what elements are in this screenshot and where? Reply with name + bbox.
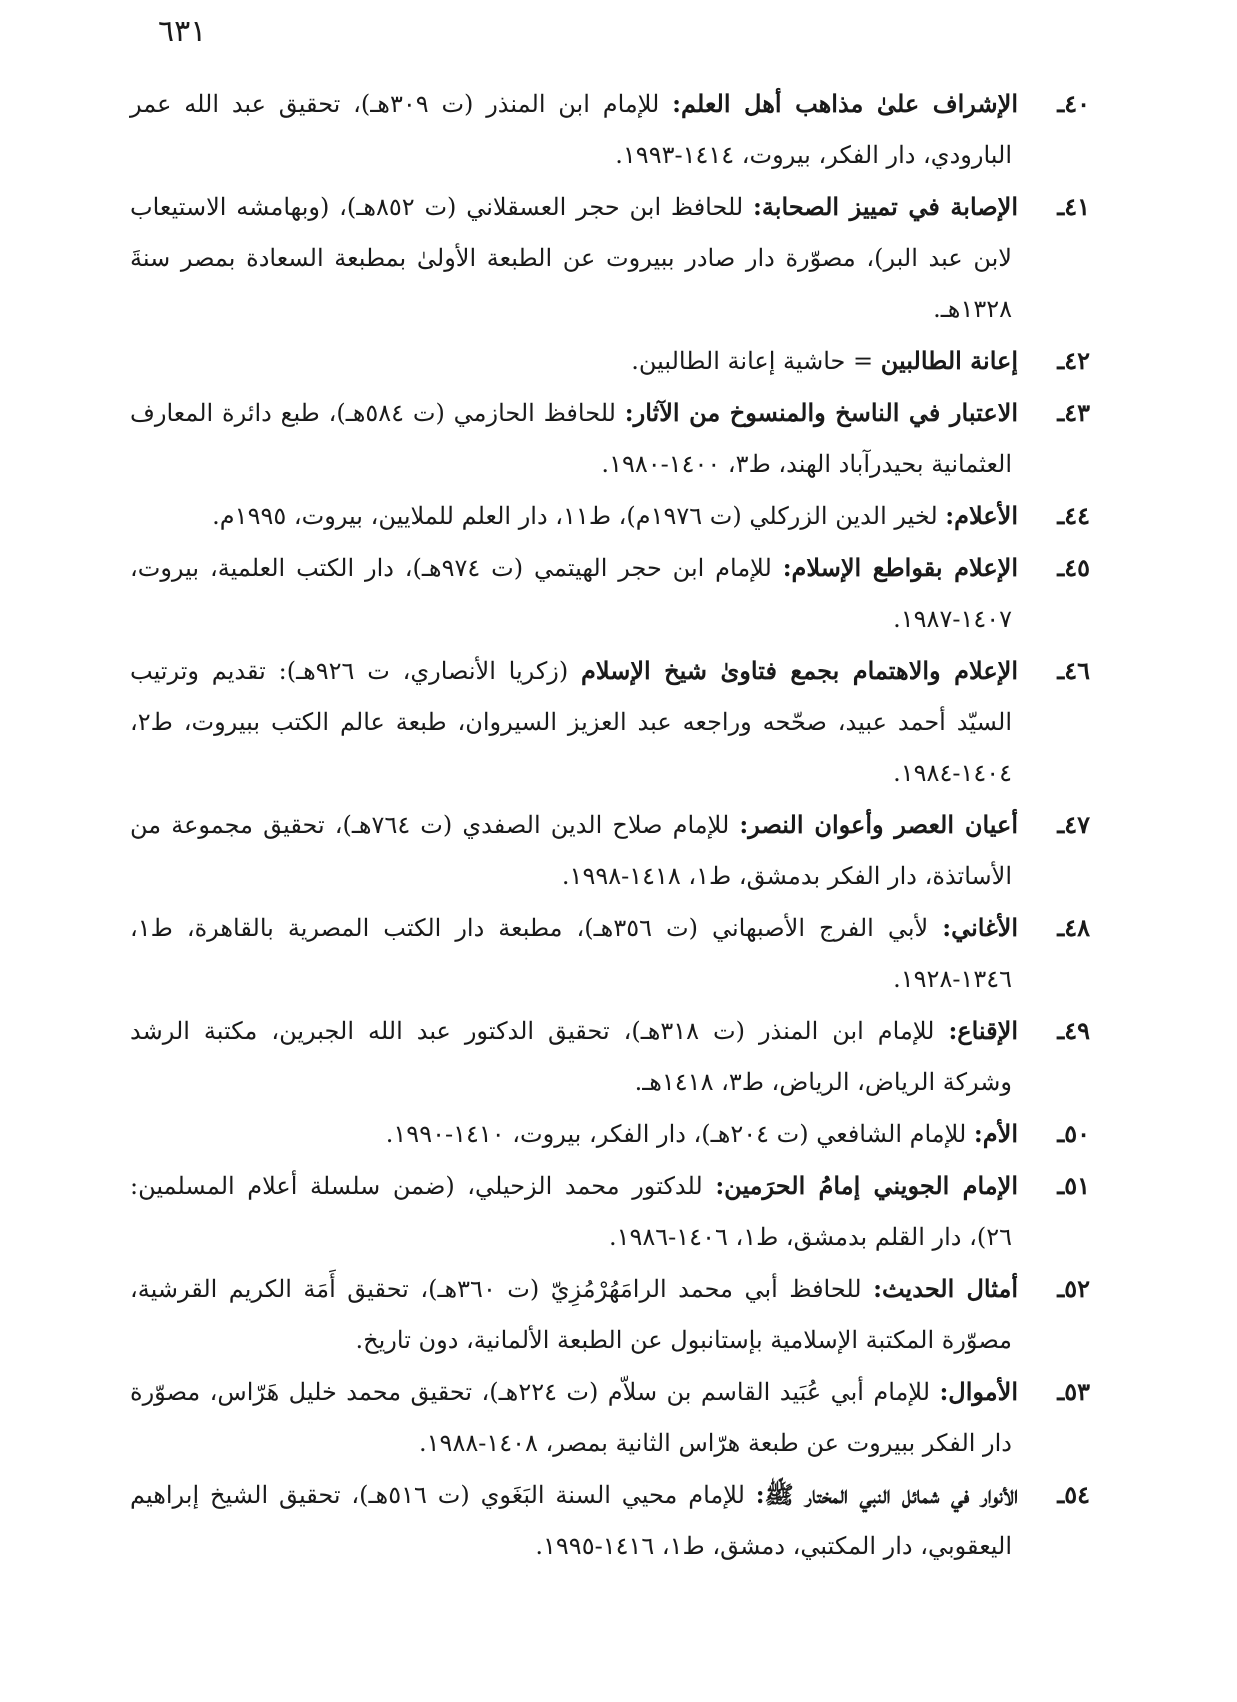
entry-number: ٤٤ـ bbox=[1057, 501, 1090, 530]
entry-title: الإقناع: bbox=[948, 1016, 1018, 1045]
bibliography-entry bbox=[130, 1160, 1090, 1263]
bibliography-entry bbox=[130, 1263, 1090, 1366]
bibliography-entry bbox=[130, 78, 1090, 181]
entry-number: ٤٧ـ bbox=[1057, 810, 1090, 839]
entry-title: الأغاني: bbox=[942, 913, 1018, 942]
entry-text: للحافظ ابن حجر العسقلاني (ت ٨٥٢هـ)، (وبهامشه الاستيعاب لابن عبد البر)، مصوّرة دار صادر ببيروت عن الطبعة الأولىٰ بمطبعة السعادة بمصر سنةَ ١٣٢٨هـ. bbox=[130, 193, 1012, 323]
bibliography-entry bbox=[130, 490, 1090, 542]
entry-number: ٥١ـ bbox=[1057, 1171, 1091, 1200]
entry-number: ٤٣ـ bbox=[1057, 398, 1090, 427]
entry-title: الاعتبار في الناسخ والمنسوخ من الآثار: bbox=[624, 398, 1018, 427]
entry-text: لأبي الفرج الأصبهاني (ت ٣٥٦هـ)، مطبعة دار الكتب المصرية بالقاهرة، ط١، ١٣٤٦-١٩٢٨. bbox=[130, 914, 1012, 993]
bibliography-entry bbox=[130, 1469, 1090, 1572]
entry-text: لخير الدين الزركلي (ت ١٩٧٦م)، ط١١، دار العلم للملايين، بيروت، ١٩٩٥م. bbox=[212, 502, 946, 530]
page-number: ٦٣١ bbox=[158, 14, 207, 49]
entry-title: الإعلام والاهتمام بجمع فتاوىٰ شيخ الإسلام bbox=[581, 656, 1018, 685]
entry-number: ٥٠ـ bbox=[1057, 1119, 1090, 1148]
entry-number: ٥٣ـ bbox=[1057, 1377, 1091, 1406]
entry-text: (زكريا الأنصاري، ت ٩٢٦هـ): تقديم وترتيب السيّد أحمد عبيد، صحّحه وراجعه عبد العزيز السيروان، طبعة عالم الكتب ببيروت، ط٢، ١٤٠٤-١٩٨٤. bbox=[130, 657, 1012, 787]
entry-text: للإمام ابن المنذر (ت ٣٠٩هـ)، تحقيق عبد الله عمر البارودي، دار الفكر، بيروت، ١٤١٤-١٩٩٣. bbox=[130, 90, 1012, 169]
entry-text: للإمام محيي السنة البَغَوي (ت ٥١٦هـ)، تحقيق الشيخ إبراهيم اليعقوبي، دار المكتبي، دمشق، ط١، ١٤١٦-١٩٩٥. bbox=[130, 1481, 1012, 1560]
entry-title: الأنوار في شمائل النبي المختار ﷺ: bbox=[755, 1480, 1018, 1509]
entry-number: ٤٨ـ bbox=[1057, 913, 1090, 942]
entry-title: الأموال: bbox=[939, 1377, 1019, 1406]
entry-number: ٥٤ـ bbox=[1057, 1480, 1090, 1509]
entry-text: للإمام صلاح الدين الصفدي (ت ٧٦٤هـ)، تحقيق مجموعة من الأساتذة، دار الفكر بدمشق، ط١، ١٤١٨-١٩٩٨. bbox=[130, 811, 1012, 890]
entry-title: أعيان العصر وأعوان النصر: bbox=[739, 810, 1018, 839]
bibliography-entry bbox=[130, 902, 1090, 1005]
bibliography-entry bbox=[130, 1005, 1090, 1108]
entry-text: للإمام الشافعي (ت ٢٠٤هـ)، دار الفكر، بيروت، ١٤١٠-١٩٩٠. bbox=[385, 1120, 974, 1148]
entry-number: ٤٠ـ bbox=[1057, 89, 1090, 118]
entry-number: ٤٩ـ bbox=[1057, 1016, 1090, 1045]
entry-number: ٤٦ـ bbox=[1057, 656, 1090, 685]
entry-number: ٤٢ـ bbox=[1057, 346, 1090, 375]
bibliography-entry bbox=[130, 335, 1090, 387]
bibliography-entry bbox=[130, 1366, 1090, 1469]
entry-text: للإمام أبي عُبَيد القاسم بن سلاّم (ت ٢٢٤هـ)، تحقيق محمد خليل هَرّاس، مصوّرة دار الفكر ببيروت عن طبعة هرّاس الثانية بمصر، ١٤٠٨-١٩٨٨. bbox=[130, 1378, 1012, 1457]
entry-text: للإمام ابن حجر الهيتمي (ت ٩٧٤هـ)، دار الكتب العلمية، بيروت، ١٤٠٧-١٩٨٧. bbox=[130, 554, 1012, 633]
bibliography-entry bbox=[130, 181, 1090, 335]
bibliography-entry bbox=[130, 1108, 1090, 1160]
entry-title: أمثال الحديث: bbox=[873, 1274, 1019, 1303]
entry-text: للدكتور محمد الزحيلي، (ضمن سلسلة أعلام المسلمين: ٢٦)، دار القلم بدمشق، ط١، ١٤٠٦-١٩٨٦. bbox=[130, 1172, 1012, 1251]
entry-title: الإشراف علىٰ مذاهب أهل العلم: bbox=[672, 89, 1018, 118]
entry-text: للحافظ الحازمي (ت ٥٨٤هـ)، طبع دائرة المعارف العثمانية بحيدرآباد الهند، ط٣، ١٤٠٠-١٩٨٠. bbox=[130, 399, 1012, 478]
entry-text: للحافظ أبي محمد الرامَهُرْمُزِيّ (ت ٣٦٠هـ)، تحقيق أَمَة الكريم القرشية، مصوّرة المكتبة الإسلامية بإستانبول عن الطبعة الألمانية، دون تاريخ. bbox=[130, 1275, 1012, 1354]
bibliography-entry bbox=[130, 542, 1090, 645]
entry-text: = حاشية إعانة الطالبين. bbox=[631, 347, 881, 375]
entry-title: الإمام الجويني إمامُ الحرَمين: bbox=[715, 1171, 1019, 1200]
bibliography-entry bbox=[130, 799, 1090, 902]
entry-title: الإعلام بقواطع الإسلام: bbox=[782, 553, 1018, 582]
entry-title: الأم: bbox=[973, 1119, 1018, 1148]
entry-title: إعانة الطالبين bbox=[880, 346, 1018, 375]
bibliography-list bbox=[130, 78, 1090, 1572]
bibliography-entry bbox=[130, 645, 1090, 799]
entry-number: ٤٥ـ bbox=[1057, 553, 1090, 582]
entry-number: ٤١ـ bbox=[1057, 192, 1090, 221]
entry-title: الأعلام: bbox=[945, 501, 1018, 530]
bibliography-entry bbox=[130, 387, 1090, 490]
entry-title: الإصابة في تمييز الصحابة: bbox=[753, 192, 1018, 221]
entry-text: للإمام ابن المنذر (ت ٣١٨هـ)، تحقيق الدكتور عبد الله الجبرين، مكتبة الرشد وشركة الرياض، الرياض، ط٣، ١٤١٨هـ. bbox=[130, 1017, 1012, 1096]
entry-number: ٥٢ـ bbox=[1057, 1274, 1091, 1303]
